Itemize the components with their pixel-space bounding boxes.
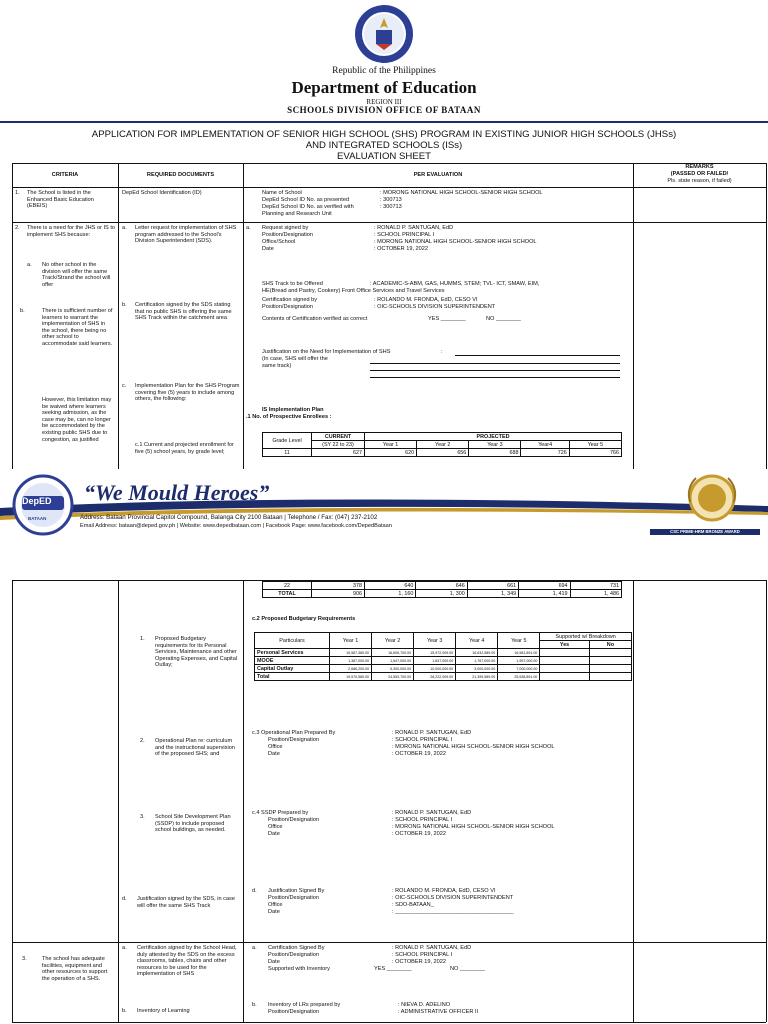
header-rule: [0, 121, 768, 123]
crit2-num: 2.: [15, 225, 20, 231]
field-value: : MORONG NATIONAL HIGH SCHOOL-SENIOR HIGH SCHOOL: [392, 744, 555, 750]
enroll-cell: 1, 419: [519, 590, 570, 598]
doc-item-num: 1.: [140, 636, 145, 642]
budget-cell: 2,686,200.00: [330, 665, 372, 673]
enroll-h-projected: PROJECTED: [365, 433, 622, 441]
field-label: Position/Designation: [268, 1009, 319, 1015]
republic-line: Republic of the Philippines: [332, 66, 436, 76]
field-value: : MORONG NATIONAL HIGH SCHOOL-SENIOR HIGH SCHOOL: [392, 824, 555, 830]
budget-h-year: Year 5: [498, 633, 540, 649]
doc2a-num: a.: [122, 225, 127, 231]
eval3a-label: Certification Signed By: [268, 945, 325, 951]
budget-cell: 10,000,000.00: [414, 665, 456, 673]
budget-cell: Capital Outlay: [255, 665, 330, 673]
budget-check-cell: [540, 649, 589, 657]
field-label: Date: [268, 831, 280, 837]
eval3a-by: : RONALD P. SANTUGAN, EdD: [392, 945, 472, 951]
c3-by: : RONALD P. SANTUGAN, EdD: [392, 730, 472, 736]
footer-address: Address: Bataan Provincial Capitol Compound, Balanga City 2100 Bataan | Telephone / Fax: (047) 237-2102: [80, 514, 378, 521]
enroll-cell: 726: [521, 449, 569, 457]
budget-cell: 16,632,589.00: [456, 649, 498, 657]
enroll-cell: 627: [312, 449, 365, 457]
budget-check-cell: [540, 665, 589, 673]
doc-item-text: Proposed Budgetary requirements for its Personal Services, Maintenance and other Operating Expenses, and Capital Outlay;: [155, 636, 238, 669]
enroll-cell: 1, 486: [570, 590, 621, 598]
field-value: : OIC-SCHOOLS DIVISION SUPERINTENDENT: [374, 304, 496, 310]
field-label: Certification signed by: [262, 297, 318, 303]
field-value: : MORONG NATIONAL HIGH SCHOOL-SENIOR HIGH SCHOOL: [380, 190, 543, 196]
enroll-cell: 1, 300: [416, 590, 467, 598]
budget-check-cell: [589, 673, 631, 681]
table-row: [263, 590, 622, 598]
crit1-num: 1.: [15, 190, 20, 196]
field-label: Office: [268, 902, 283, 908]
doc2b-text: Certification signed by the SDS stating that no public SHS is offering the same SHS Track within the catchment area: [135, 302, 232, 322]
budget-h-supported: Supported w/ Breakdown: [540, 633, 632, 641]
enroll-cell: 620: [365, 449, 417, 457]
supported-no: NO ________: [450, 966, 485, 972]
field-label: DepEd School ID No. as verified with: [262, 204, 354, 210]
enroll-cell: 906: [312, 590, 365, 598]
crit3-num: 3.: [22, 956, 27, 962]
header-remarks-1: REMARKS: [685, 164, 714, 170]
doc-item-text: Operational Plan re: curriculum and the instructional supervision of the proposed SHS; and: [155, 738, 235, 758]
justif-label: Justification on the Need for Implementation of SHS: [262, 349, 391, 355]
enroll-cell: 11: [263, 449, 312, 457]
c4-label: c.4 SSDP Prepared by: [252, 810, 309, 816]
enroll-cell: 640: [365, 582, 416, 590]
deped-logo-text: DepED: [22, 496, 52, 506]
field-value: : ADMINISTRATIVE OFFICER II: [398, 1009, 479, 1015]
d-num: d.: [252, 888, 257, 894]
doc3a-num: a.: [122, 945, 127, 951]
enroll-year: Year 1: [365, 441, 417, 449]
eval3b-by: : NIEVA D. ADELINO: [398, 1002, 451, 1008]
c3-label: c.3 Operational Plan Prepared By: [252, 730, 336, 736]
budget-h-year: Year 4: [456, 633, 498, 649]
budget-cell: 15,587,380.00: [330, 649, 372, 657]
table-row: [255, 657, 632, 665]
budget-h-year: Year 2: [372, 633, 414, 649]
budget-check-cell: [589, 649, 631, 657]
crit2-text: There is a need for the JHS or IS to implement SHS because:: [27, 225, 115, 238]
budget-cell: 16,606,700.00: [372, 649, 414, 657]
field-value: : SCHOOL PRINCIPAL I: [374, 232, 435, 238]
budget-cell: 1,767,000.00: [456, 657, 498, 665]
doc-item-num: d.: [122, 896, 127, 902]
enroll-year: Year 3: [469, 441, 521, 449]
award-seal-icon: [682, 472, 742, 528]
enroll-cell: 1, 160: [365, 590, 416, 598]
crit2a-num: a.: [27, 262, 32, 268]
budget-h-year: Year 3: [414, 633, 456, 649]
budget-cell: 21,399,589.00: [456, 673, 498, 681]
enroll-cell: 1, 349: [467, 590, 518, 598]
doc2c1-text: c.1 Current and projected enrollment for five (5) school years, by grade level;: [135, 442, 234, 455]
field-value: : SCHOOL PRINCIPAL I: [392, 952, 453, 958]
doc-item-text: School Site Development Plan (SSDP) to include proposed school buildings, as needed.: [155, 814, 231, 834]
header-criteria: CRITERIA: [51, 172, 79, 178]
doc2c-text: Implementation Plan for the SHS Program covering five (5) years to include among others, the following:: [135, 383, 240, 403]
contents-no: NO ________: [486, 316, 521, 322]
field-label: Position/Designation: [268, 895, 319, 901]
table-row: [263, 449, 622, 457]
budget-cell: Total: [255, 673, 330, 681]
contents-yes: YES ________: [428, 316, 466, 322]
field-label: Position/Designation: [268, 817, 319, 823]
doc-title-2: AND INTEGRATED SCHOOLS (ISs): [305, 140, 463, 151]
budget-check-cell: [589, 665, 631, 673]
crit2a-text: No other school in the division will offer the same Track/Strand the school will offer: [42, 262, 111, 288]
budget-cell: 26,222,009.00: [414, 673, 456, 681]
d-by: : ROLANDO M. FRONDA, EdD, CESO VI: [392, 888, 496, 894]
supported-yes: YES ________: [374, 966, 412, 972]
header-evaluation: PER EVALUATION: [413, 172, 463, 178]
budget-check-cell: [540, 673, 589, 681]
doc-item-text: Justification signed by the SDS, in case will offer the same SHS Track: [137, 896, 235, 909]
department-title: Department of Education: [291, 78, 477, 97]
field-value: : SDO-BATAAN_: [392, 902, 434, 908]
c2-label: c.2 Proposed Budgetary Requirements: [252, 616, 356, 622]
enroll-h-current2: (SY 22 to 23): [312, 441, 365, 449]
budget-check-cell: [540, 657, 589, 665]
budget-cell: MOOE: [255, 657, 330, 665]
enrollment-table: [262, 432, 622, 457]
budget-check-cell: [589, 657, 631, 665]
budget-table: [254, 632, 632, 681]
field-label: Office: [268, 824, 283, 830]
field-value: : SCHOOL PRINCIPAL I: [392, 737, 453, 743]
budget-cell: 25,538,891.00: [498, 673, 540, 681]
field-value: : RONALD P. SANTUGAN, EdD: [374, 225, 454, 231]
budget-cell: Personal Services: [255, 649, 330, 657]
enroll-year: Year 2: [417, 441, 469, 449]
enroll-cell: 731: [570, 582, 621, 590]
field-value: : OIC-SCHOOLS DIVISION SUPERINTENDENT: [392, 895, 514, 901]
doc2a-text: Letter request for implementation of SHS program addressed to the School's Division Superintendent (SDS).: [135, 225, 237, 245]
table-row: [263, 582, 622, 590]
d-label: Justification Signed By: [268, 888, 325, 894]
header-remarks-2: (PASSED OR FAILED/: [670, 171, 729, 177]
field-value: : MORONG NATIONAL HIGH SCHOOL-SENIOR HIGH SCHOOL: [374, 239, 537, 245]
field-value: : OCTOBER 19, 2022: [392, 831, 446, 837]
field-value: : ROLANDO M. FRONDA, EdD, CESO VI: [374, 297, 478, 303]
enroll-cell: 694: [519, 582, 570, 590]
eval3a-num: a.: [252, 945, 257, 951]
doc3b-num: b.: [122, 1008, 127, 1014]
enroll-h-grade: Grade Level: [263, 433, 312, 449]
motto: “We Mould Heroes”: [84, 480, 270, 505]
budget-h-no: No: [589, 641, 631, 649]
budget-cell: 5,300,000.00: [372, 665, 414, 673]
header-remarks-3: Pls. state reason, if failed): [667, 178, 732, 184]
field-label: Name of School: [262, 190, 302, 196]
contents-label: Contents of Certification verified as correct: [262, 316, 368, 322]
enroll-cell: 661: [467, 582, 518, 590]
field-label: Date: [268, 909, 280, 915]
field-value: : OCTOBER 19, 2022: [392, 959, 446, 965]
eval3b-label: Inventory of LRs prepared by: [268, 1002, 341, 1008]
enroll-cell: 656: [417, 449, 469, 457]
enroll-cell: 688: [469, 449, 521, 457]
field-label: DepEd School ID No. as presented: [262, 197, 350, 203]
field-value: : 300713: [380, 197, 402, 203]
footer-contact: Email Address: bataan@deped.gov.ph | Website: www.depedbataan.com | Facebook Page: www.facebook.com/DepedBataan: [80, 523, 392, 529]
field-label: Date: [268, 751, 280, 757]
track-label: SHS Track to be Offered: [262, 281, 323, 287]
doc3a-text: Certification signed by the School Head, duly attested by the SDS on the excess classrooms, tables, chairs and other resources to be used for the implementation of SHS: [137, 945, 237, 978]
enroll-cell: 766: [569, 449, 621, 457]
budget-cell: 1,957,000.00: [498, 657, 540, 665]
field-value: : OCTOBER 19, 2022: [392, 751, 446, 757]
field-label: Office: [268, 744, 283, 750]
justif-colon: :: [441, 349, 443, 355]
doc-item-num: 2.: [140, 738, 145, 744]
table-row: [255, 665, 632, 673]
budget-cell: 24,553,700.00: [372, 673, 414, 681]
field-value: : OCTOBER 19, 2022: [374, 246, 428, 252]
crit2-note: However, this limitation may be waived where learners seeking admission, as the case may be, can no longer be accommodated by the existing public SHS due to congestion, as justified: [42, 397, 112, 443]
bataan-logo-text: BATAAN: [28, 516, 47, 521]
doc1-text: DepEd School Identification (ID): [122, 190, 202, 196]
enroll-year: Year4: [521, 441, 569, 449]
header-documents: REQUIRED DOCUMENTS: [146, 172, 215, 178]
budget-cell: 3,000,000.00: [456, 665, 498, 673]
c4-by: : RONALD P. SANTUGAN, EdD: [392, 810, 472, 816]
division-line: SCHOOLS DIVISION OFFICE OF BATAAN: [287, 105, 481, 115]
doc-title-3: EVALUATION SHEET: [336, 151, 431, 162]
budget-cell: 7,000,000.00: [498, 665, 540, 673]
field-value: : 300713: [380, 204, 402, 210]
deped-seal-logo: [354, 4, 414, 64]
award-caption: CSC PRIME-HRM BRONZE AWARD: [650, 529, 760, 535]
eval3b-num: b.: [252, 1002, 257, 1008]
doc-item-num: 3.: [140, 814, 145, 820]
field-value: : ______________________________________: [392, 909, 514, 915]
field-value: : SCHOOL PRINCIPAL I: [392, 817, 453, 823]
region-line: REGION III: [366, 98, 402, 106]
table-row: [255, 673, 632, 681]
field-label: Position/Designation: [262, 232, 313, 238]
budget-h-year: Year 1: [330, 633, 372, 649]
field-label: Position/Designation: [262, 304, 313, 310]
justif-note: (In case, SHS will offer the same track): [262, 356, 328, 369]
doc-title-1: APPLICATION FOR IMPLEMENTATION OF SENIOR HIGH SCHOOL (SHS) PROGRAM IN EXISTING JUNIOR HIGH SCHOOLS (JHSs): [91, 129, 677, 140]
doc2b-num: b.: [122, 302, 127, 308]
budget-cell: 1,387,000.00: [330, 657, 372, 665]
impl-title: IS Implementation Plan: [262, 407, 324, 413]
track-value-2: HE(Bread and Pastry, Cookery) Front Office Services and Travel Services: [262, 288, 445, 294]
budget-cell: 1,837,000.00: [414, 657, 456, 665]
enroll-cell: TOTAL: [263, 590, 312, 598]
budget-h-particulars: Particulars: [255, 633, 330, 649]
eval2a-num: a.: [246, 225, 251, 231]
enroll-cell: 646: [416, 582, 467, 590]
enroll-cell: 378: [312, 582, 365, 590]
budget-cell: 15,972,009.00: [414, 649, 456, 657]
crit1-text: The School is listed in the Enhanced Basic Education (EBEIS): [27, 190, 94, 210]
field-label: Date: [262, 246, 274, 252]
doc3b-text: Inventory of Learning: [137, 1008, 190, 1014]
budget-h-yes: Yes: [540, 641, 589, 649]
field-label: Position/Designation: [268, 952, 319, 958]
crit3-text: The school has adequate facilities, equipment and other resources to support the operation of a SHS.: [42, 956, 108, 982]
budget-cell: 1,647,000.00: [372, 657, 414, 665]
crit2b-text: There is sufficient number of learners to warrant the implementation of SHS in the school, there being no other school to accommodate said learners.: [42, 308, 113, 347]
supported-label: Supported with Inventory: [268, 966, 330, 972]
field-label: Request signed by: [262, 225, 309, 231]
enroll-cell: 22: [263, 582, 312, 590]
field-label: Date: [268, 959, 280, 965]
budget-cell: 19,570,580.00: [330, 673, 372, 681]
doc2c-num: c.: [122, 383, 127, 389]
field-label: Planning and Research Unit: [262, 211, 332, 217]
field-label: Position/Designation: [268, 737, 319, 743]
enroll-year: Year 5: [569, 441, 621, 449]
enroll-h-current: CURRENT: [312, 433, 365, 441]
field-label: Office/School: [262, 239, 296, 245]
enrollment-table-cont: [262, 581, 622, 598]
track-value: : ACADEMIC-S-ABM, GAS, HUMMS, STEM; TVL- ICT, SMAW, EIM,: [370, 281, 540, 287]
crit2b-num: b.: [20, 308, 25, 314]
impl-sub: .1 No. of Prospective Enrollees :: [246, 414, 332, 420]
table-row: [255, 649, 632, 657]
budget-cell: 16,581,891.00: [498, 649, 540, 657]
